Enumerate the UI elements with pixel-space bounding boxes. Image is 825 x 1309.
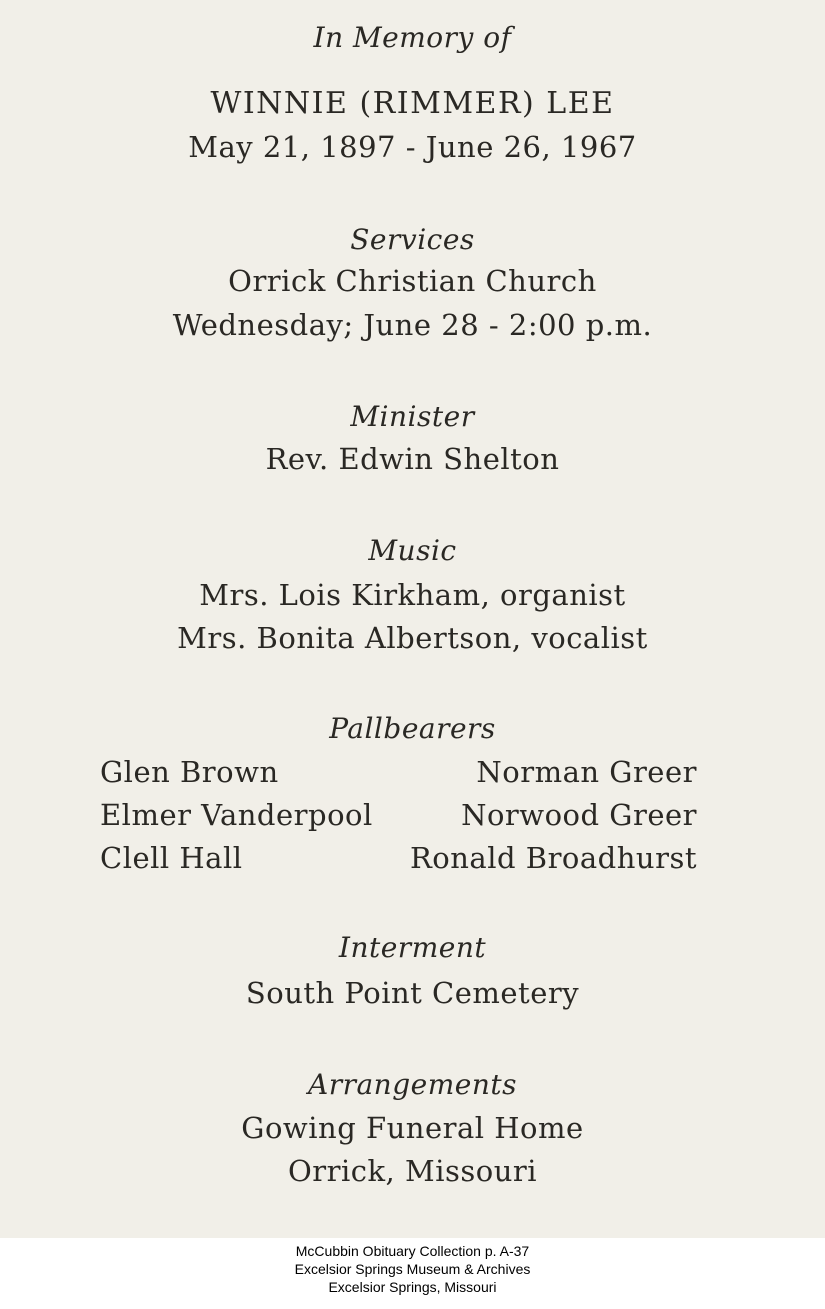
minister-label: Minister (350, 400, 475, 433)
interment-label: Interment (338, 931, 487, 964)
arrangements-label: Arrangements (308, 1068, 517, 1101)
services-label: Services (350, 223, 475, 256)
footer-location: Excelsior Springs, Missouri (328, 1279, 497, 1295)
life-dates: May 21, 1897 - June 26, 1967 (188, 130, 637, 164)
minister-name: Rev. Edwin Shelton (265, 442, 560, 476)
pallbearer-left-1: Glen Brown (100, 755, 279, 789)
pallbearer-right-2: Norwood Greer (461, 798, 697, 832)
music-vocalist: Mrs. Bonita Albertson, vocalist (177, 621, 648, 655)
pallbearer-right-1: Norman Greer (476, 755, 697, 789)
memorial-heading: In Memory of (313, 21, 512, 54)
music-organist: Mrs. Lois Kirkham, organist (199, 578, 626, 612)
music-label: Music (368, 534, 457, 567)
funeral-home-location: Orrick, Missouri (287, 1154, 538, 1188)
deceased-name: WINNIE (RIMMER) LEE (210, 86, 615, 121)
services-place: Orrick Christian Church (228, 264, 597, 298)
archive-footer (0, 1242, 825, 1296)
footer-museum: Excelsior Springs Museum & Archives (294, 1261, 531, 1277)
services-time: Wednesday; June 28 - 2:00 p.m. (172, 308, 653, 342)
pallbearer-left-2: Elmer Vanderpool (100, 798, 373, 832)
funeral-home: Gowing Funeral Home (241, 1111, 584, 1145)
interment-place: South Point Cemetery (245, 976, 580, 1010)
pallbearer-left-3: Clell Hall (100, 841, 243, 875)
footer-collection: McCubbin Obituary Collection p. A-37 (295, 1243, 530, 1259)
pallbearers-label: Pallbearers (329, 712, 496, 745)
pallbearer-right-3: Ronald Broadhurst (409, 841, 697, 875)
